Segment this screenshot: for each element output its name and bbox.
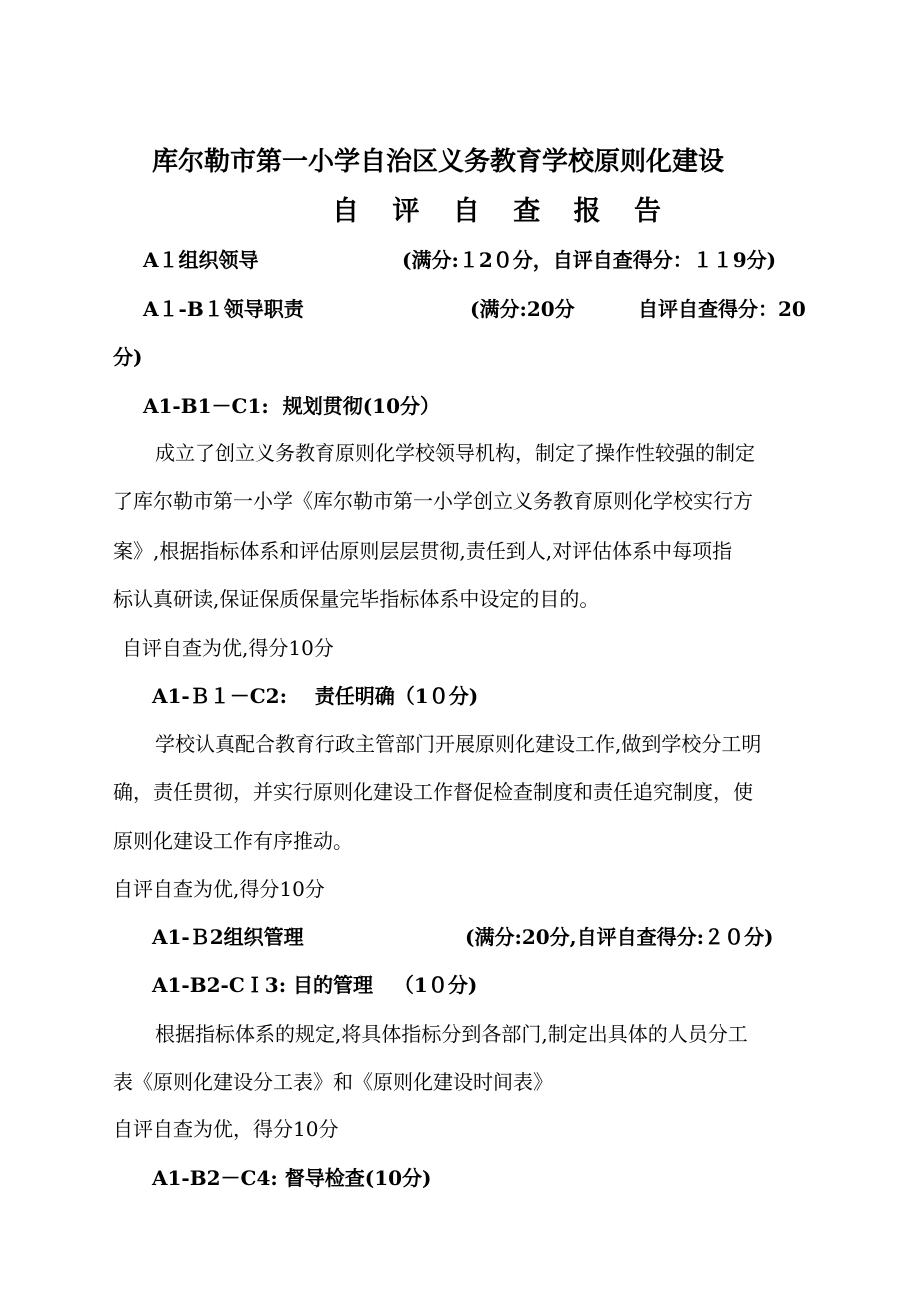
- c3-para-line: 表《原则化建设分工表》和《原则化建设时间表》: [113, 1070, 553, 1094]
- c1-para-line: 成立了创立义务教育原则化学校领导机构，制定了操作性较强的制定: [155, 441, 755, 465]
- c3-para-line: 根据指标体系的规定,将具体指标分到各部门,制定出具体的人员分工: [155, 1022, 748, 1046]
- section-a1-score: (满分:１2０分，自评自查得分：１１9分): [402, 248, 777, 272]
- c2-result: 自评自查为优,得分10分: [113, 877, 325, 901]
- c4-heading: A1-B2－C4: 督导检查(10分): [152, 1166, 432, 1190]
- c1-heading: A1-B1－C1: 规划贯彻(10分）: [143, 394, 440, 418]
- c1-para-line: 标认真研读,保证保质保量完毕指标体系中设定的目的。: [113, 587, 600, 611]
- section-a1b1-full-score: (满分:20分: [470, 297, 575, 321]
- c3-result: 自评自查为优，得分10分: [113, 1117, 339, 1141]
- c2-heading: A1-Ｂ１－C2: 责任明确（1０分): [152, 684, 479, 708]
- c2-para-line: 原则化建设工作有序推动。: [113, 829, 353, 853]
- section-a1b1-label: A１-B１领导职责: [143, 297, 304, 321]
- document-subtitle: 自 评 自 查 报 告: [332, 196, 673, 227]
- section-a1-label: A１组织领导: [143, 248, 259, 272]
- c1-para-line: 了库尔勒市第一小学《库尔勒市第一小学创立义务教育原则化学校实行方: [113, 489, 753, 513]
- c1-para-line: 案》,根据指标体系和评估原则层层贯彻,责任到人,对评估体系中每项指: [113, 539, 733, 563]
- section-a1b1-self-score: 自评自查得分：20: [638, 297, 806, 321]
- section-a1b2-label: A1-Ｂ2组织管理: [152, 925, 304, 949]
- c3-heading: A1-B2-CＩ3: 目的管理 （1０分): [152, 973, 478, 997]
- c1-result: 自评自查为优,得分10分: [122, 636, 334, 660]
- document-title: 库尔勒市第一小学自治区义务教育学校原则化建设: [152, 147, 725, 177]
- c2-para-line: 确，责任贯彻，并实行原则化建设工作督促检查制度和责任追究制度，使: [113, 780, 753, 804]
- section-a1b1-score-end: 分): [113, 345, 143, 369]
- section-a1b2-score: (满分:20分,自评自查得分:２０分): [465, 925, 774, 949]
- c2-para-line: 学校认真配合教育行政主管部门开展原则化建设工作,做到学校分工明: [155, 732, 762, 756]
